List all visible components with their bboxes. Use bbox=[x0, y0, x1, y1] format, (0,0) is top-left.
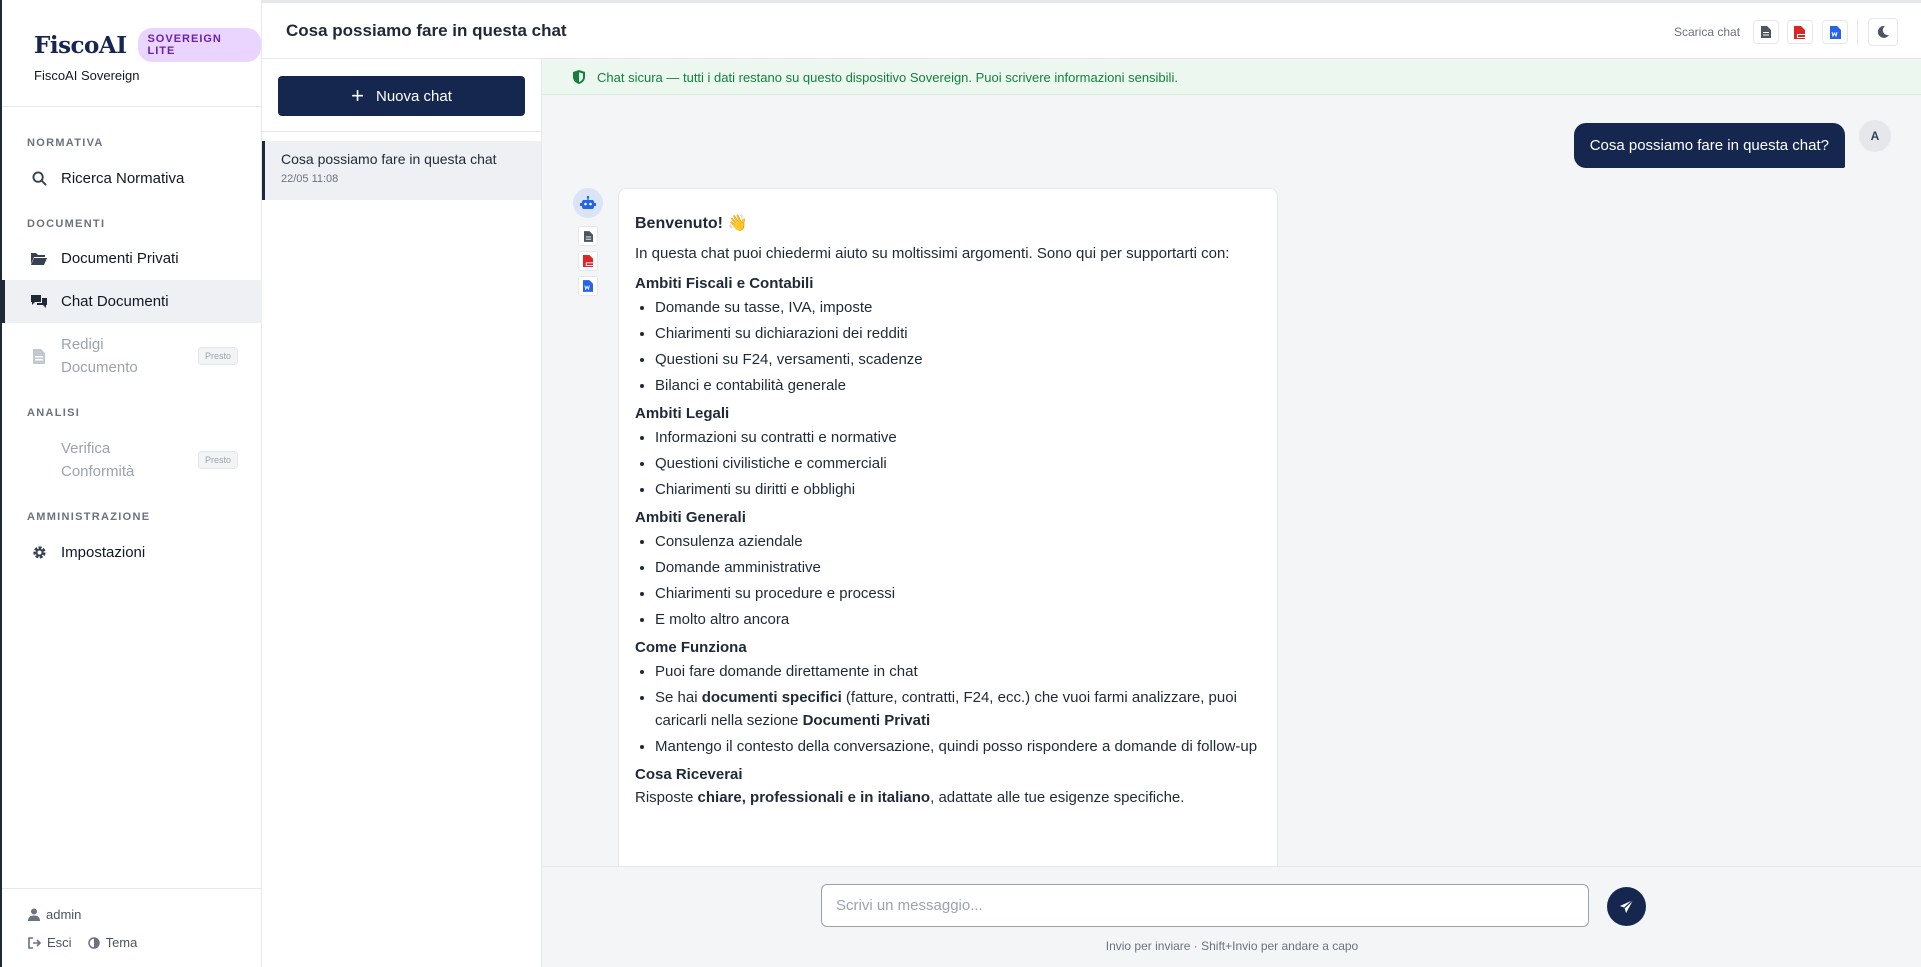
download-txt-button[interactable] bbox=[1753, 20, 1779, 44]
username: admin bbox=[46, 907, 82, 922]
banner-text: Chat sicura — tutti i dati restano su questo dispositivo Sovereign. Puoi scrivere informazioni sensibili. bbox=[597, 69, 1178, 85]
robot-icon bbox=[573, 188, 603, 218]
section-label-amministrazione: AMMINISTRAZIONE bbox=[27, 511, 151, 523]
export-pdf-button[interactable] bbox=[578, 251, 598, 271]
list-item: • Mantengo il contesto della conversazione, quindi posso rispondere a domande di follow-up bbox=[655, 735, 1261, 758]
message-paragraph bbox=[635, 787, 1261, 809]
bullet-list bbox=[655, 296, 1261, 397]
logout-button[interactable] bbox=[28, 935, 72, 950]
half-circle-icon bbox=[88, 937, 100, 949]
sidebar-item-label: Chat Documenti bbox=[61, 293, 169, 310]
user-icon bbox=[28, 908, 40, 921]
file-text-icon bbox=[1761, 26, 1771, 38]
text-run: , adattate alle tue esigenze specifiche. bbox=[930, 789, 1185, 806]
assistant-message bbox=[618, 188, 1278, 866]
bold-text: chiare, professionali e in italiano bbox=[697, 789, 931, 806]
sidebar-item-label: Documenti Privati bbox=[61, 249, 179, 267]
copy-txt-button[interactable] bbox=[578, 226, 598, 246]
message-thread bbox=[543, 96, 1921, 866]
sidebar-item-impostazioni[interactable] bbox=[2, 538, 262, 566]
gear-icon bbox=[30, 543, 48, 561]
sidebar-item-label: Ricerca Normativa bbox=[61, 169, 185, 187]
theme-toggle-button[interactable] bbox=[1868, 18, 1898, 46]
list-item bbox=[655, 686, 1261, 732]
coming-soon-badge: Presto bbox=[198, 347, 238, 365]
list-item: • Consulenza aziendale bbox=[655, 530, 1261, 553]
avatar: A bbox=[1859, 120, 1891, 152]
sidebar-item-redigi-documento bbox=[2, 332, 262, 380]
file-word-icon bbox=[1830, 26, 1841, 39]
chat-list-panel bbox=[262, 59, 542, 967]
bold-text: Documenti Privati bbox=[802, 712, 931, 729]
current-user bbox=[28, 907, 81, 922]
list-item: • Chiarimenti su diritti e obblighi bbox=[655, 478, 1261, 501]
file-word-icon bbox=[583, 280, 593, 292]
app-subtitle: FiscoAI Sovereign bbox=[34, 68, 140, 83]
bullet-list bbox=[655, 660, 1261, 758]
search-icon bbox=[30, 169, 48, 187]
section-label-normativa: NORMATIVA bbox=[27, 137, 104, 149]
file-pdf-icon bbox=[1794, 26, 1806, 39]
bold-text: documenti specifici bbox=[701, 689, 842, 706]
divider bbox=[2, 888, 262, 889]
message-input[interactable] bbox=[821, 884, 1589, 927]
section-label-documenti: DOCUMENTI bbox=[27, 218, 106, 230]
section-heading: Come Funziona bbox=[635, 639, 747, 656]
user-actions bbox=[28, 935, 153, 950]
list-item: • Domande amministrative bbox=[655, 556, 1261, 579]
page-title: Cosa possiamo fare in questa chat bbox=[286, 21, 567, 40]
logout-icon bbox=[28, 937, 41, 949]
export-word-button[interactable] bbox=[578, 276, 598, 296]
file-text-icon bbox=[584, 231, 593, 242]
download-chat-label: Scarica chat bbox=[1674, 25, 1741, 39]
list-item: • Puoi fare domande direttamente in chat bbox=[655, 660, 1261, 683]
list-item: • E molto altro ancora bbox=[655, 608, 1261, 631]
list-item: • Questioni civilistiche e commerciali bbox=[655, 452, 1261, 475]
send-button[interactable] bbox=[1607, 887, 1646, 926]
sidebar bbox=[0, 0, 262, 967]
section-heading: Ambiti Legali bbox=[635, 405, 730, 422]
theme-label: Tema bbox=[105, 935, 138, 950]
chat-header bbox=[262, 3, 1921, 59]
moon-icon bbox=[1877, 26, 1889, 38]
list-item: • Chiarimenti su procedure e processi bbox=[655, 582, 1261, 605]
composer-hint: Invio per inviare · Shift+Invio per andare a capo bbox=[1105, 939, 1359, 953]
text-run: (fatture, contratti, F24, ecc.) che vuoi farmi analizzare, puoi caricarli nella sezione bbox=[655, 689, 1237, 729]
sidebar-item-documenti-privati[interactable] bbox=[2, 244, 262, 272]
download-word-button[interactable] bbox=[1822, 20, 1848, 44]
divider bbox=[262, 131, 542, 132]
sidebar-item-chat-documenti[interactable] bbox=[2, 280, 262, 323]
comments-icon bbox=[30, 293, 48, 311]
section-heading: Cosa Riceverai bbox=[635, 766, 743, 783]
divider bbox=[2, 106, 262, 107]
brand bbox=[34, 28, 261, 62]
text-run: Risposte bbox=[635, 789, 698, 806]
secure-chat-banner bbox=[543, 60, 1921, 95]
sidebar-item-label: Verifica Conformità bbox=[61, 440, 135, 480]
logout-label: Esci bbox=[47, 935, 72, 950]
bullet-list bbox=[655, 426, 1261, 501]
check-icon bbox=[30, 451, 48, 469]
composer bbox=[543, 866, 1921, 967]
app-logo[interactable]: FiscoAI bbox=[34, 31, 127, 59]
chat-list-item-title: Cosa possiamo fare in questa chat bbox=[281, 151, 497, 167]
sidebar-item-label: Redigi Documento bbox=[61, 336, 138, 376]
list-item: • Domande su tasse, IVA, imposte bbox=[655, 296, 1261, 319]
sidebar-item-ricerca-normativa[interactable] bbox=[2, 164, 262, 192]
text-run: Se hai bbox=[655, 689, 702, 706]
message-intro: In questa chat puoi chiedermi aiuto su moltissimi argomenti. Sono qui per supportarti con: bbox=[635, 245, 1230, 262]
list-item: • Questioni su F24, versamenti, scadenze bbox=[655, 348, 1261, 371]
list-item: • Bilanci e contabilità generale bbox=[655, 374, 1261, 397]
header-divider bbox=[1857, 19, 1858, 45]
sidebar-item-label: Impostazioni bbox=[61, 543, 146, 561]
section-heading: Ambiti Generali bbox=[635, 509, 746, 526]
download-pdf-button[interactable] bbox=[1787, 20, 1813, 44]
chat-list-item-time: 22/05 11:08 bbox=[281, 173, 339, 185]
chat-list-item[interactable] bbox=[262, 141, 541, 200]
new-chat-label: Nuova chat bbox=[375, 87, 452, 105]
list-item: • Chiarimenti su dichiarazioni dei redditi bbox=[655, 322, 1261, 345]
bullet-list bbox=[655, 530, 1261, 631]
folder-open-icon bbox=[30, 249, 48, 267]
plus-icon: + bbox=[351, 83, 364, 108]
list-item: • Informazioni su contratti e normative bbox=[655, 426, 1261, 449]
sidebar-item-verifica-conformita bbox=[2, 436, 262, 484]
coming-soon-badge: Presto bbox=[198, 451, 238, 469]
message-title: Benvenuto! 👋 bbox=[635, 215, 748, 232]
user-message: Cosa possiamo fare in questa chat? bbox=[1574, 123, 1845, 168]
file-icon bbox=[30, 347, 48, 365]
theme-toggle-link[interactable] bbox=[88, 935, 138, 950]
file-pdf-icon bbox=[583, 255, 594, 267]
section-label-analisi: ANALISI bbox=[27, 407, 81, 419]
new-chat-button[interactable] bbox=[278, 76, 525, 116]
edition-badge: SOVEREIGN LITE bbox=[138, 28, 261, 62]
paper-plane-icon bbox=[1619, 899, 1634, 914]
section-heading: Ambiti Fiscali e Contabili bbox=[635, 275, 814, 292]
shield-icon bbox=[573, 70, 585, 84]
